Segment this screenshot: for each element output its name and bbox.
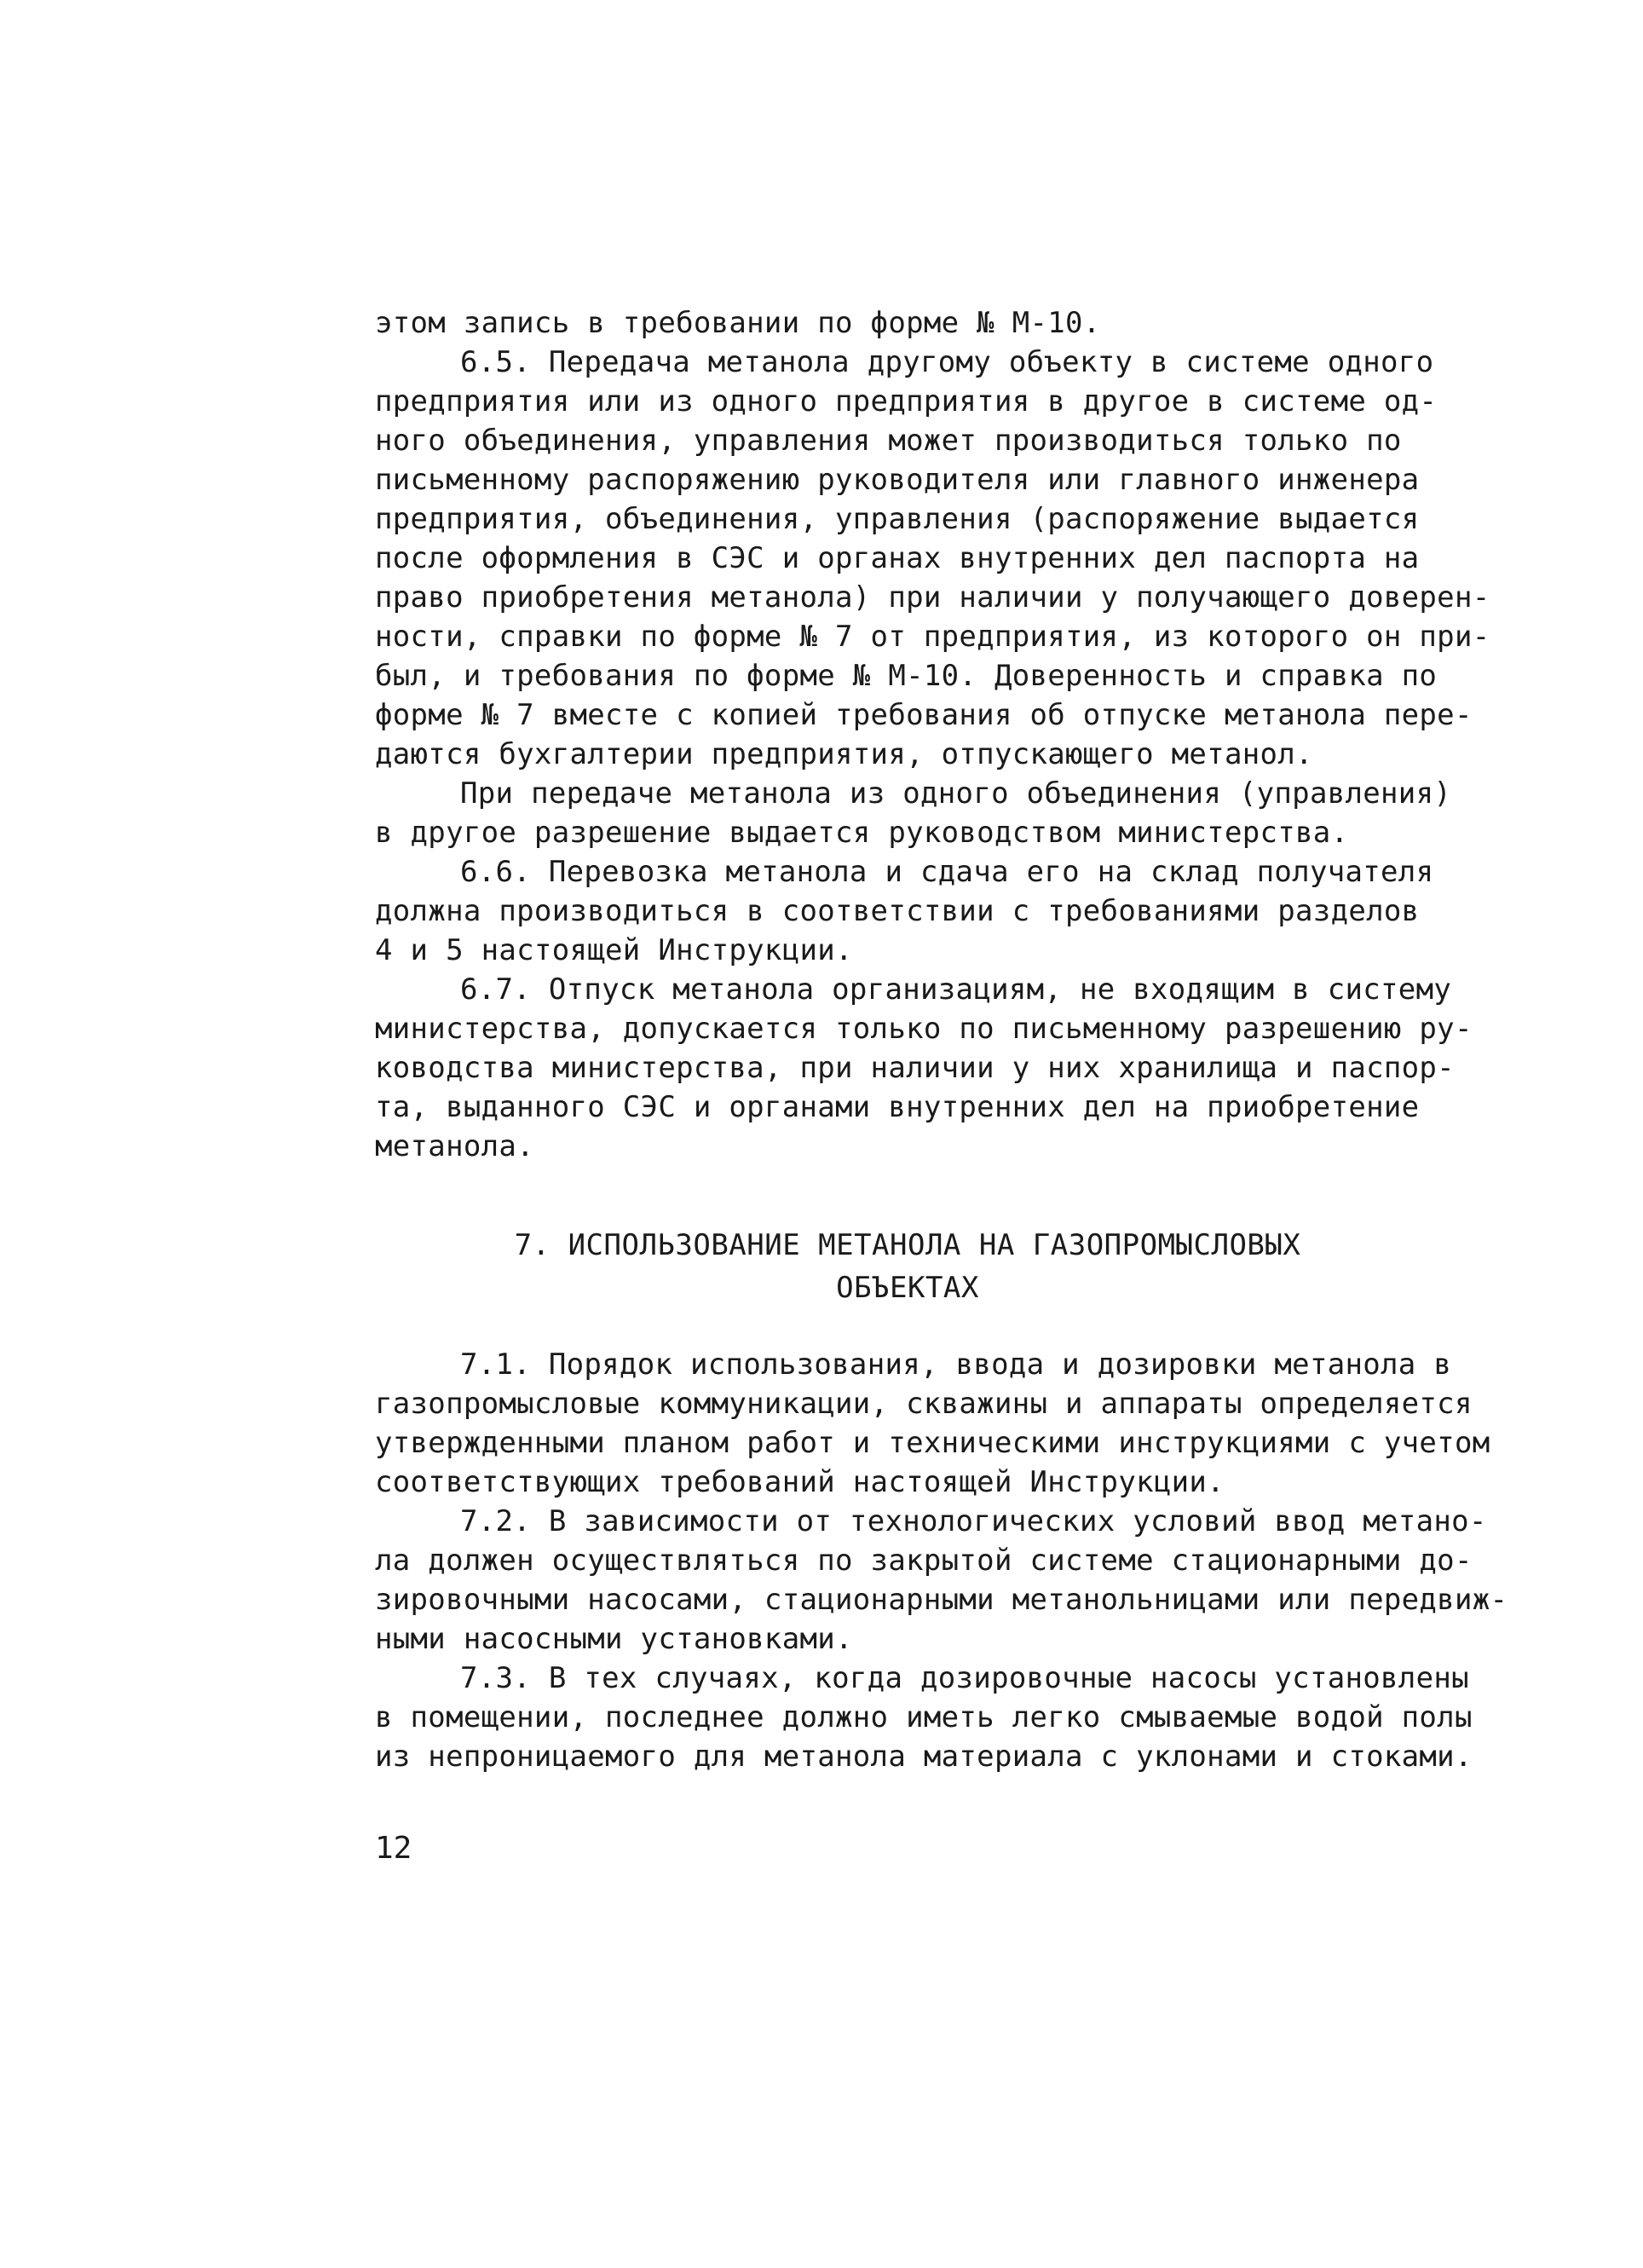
section-7-text [375, 1345, 1508, 1776]
text-line: та, выданного СЭС и органами внутренних дел на приобретение [375, 1090, 1420, 1124]
section-6-text [375, 303, 1490, 1166]
paragraph-7-2-start: 7.2. В зависимости от технологических условий ввод метано- [460, 1504, 1487, 1538]
text-line: ла должен осуществляться по закрытой системе стационарными до- [375, 1544, 1473, 1578]
section-7-heading-line-1: 7. ИСПОЛЬЗОВАНИЕ МЕТАНОЛА НА ГАЗОПРОМЫСЛОВЫХ [514, 1228, 1301, 1262]
text-line: соответствующих требований настоящей Инструкции. [375, 1465, 1225, 1499]
paragraph-7-1-start: 7.1. Порядок использования, ввода и дозировки метанола в [460, 1348, 1452, 1382]
text-line: ного объединения, управления может производиться только по [375, 424, 1402, 458]
text-line: утвержденными планом работ и техническими инструкциями с учетом [375, 1426, 1490, 1460]
text-line: 4 и 5 настоящей Инструкции. [375, 933, 853, 967]
text-line: право приобретения метанола) при наличии у получающего доверен- [375, 580, 1490, 615]
page-number: 12 [375, 1831, 412, 1866]
text-line: метанола. [375, 1129, 534, 1163]
text-line: даются бухгалтерии предприятия, отпускающего метанол. [375, 737, 1313, 771]
text-line: ности, справки по форме № 7 от предприятия, из которого он при- [375, 620, 1490, 654]
text-line: зировочными насосами, стационарными метанольницами или передвиж- [375, 1583, 1508, 1617]
text-line: форме № 7 вместе с копией требования об отпуске метанола пере- [375, 698, 1473, 732]
text-line: в другое разрешение выдается руководством министерства. [375, 816, 1349, 850]
text-line: этом запись в требовании по форме № М-10. [375, 306, 1101, 340]
text-line: из непроницаемого для метанола материала с уклонами и стоками. [375, 1740, 1473, 1774]
text-line: министерства, допускается только по письменному разрешению ру- [375, 1012, 1473, 1046]
paragraph-7-3-start: 7.3. В тех случаях, когда дозировочные насосы установлены [460, 1661, 1469, 1695]
paragraph-6-6-start: 6.6. Перевозка метанола и сдача его на склад получателя [460, 855, 1434, 889]
paragraph-6-7-start: 6.7. Отпуск метанола организациям, не входящим в систему [460, 972, 1452, 1007]
paragraph-transfer-start: При передаче метанола из одного объединения (управления) [460, 776, 1452, 811]
text-line: предприятия или из одного предприятия в другое в системе од- [375, 384, 1438, 418]
section-7-heading-line-2: ОБЪЕКТАХ [836, 1271, 979, 1305]
text-line: ными насосными установками. [375, 1622, 853, 1656]
text-line: в помещении, последнее должно иметь легко смываемые водой полы [375, 1700, 1473, 1734]
text-line: письменному распоряжению руководителя или главного инженера [375, 463, 1420, 497]
section-7-heading [375, 1224, 1440, 1309]
text-line: должна производиться в соответствии с требованиями разделов [375, 894, 1420, 928]
text-line: после оформления в СЭС и органах внутренних дел паспорта на [375, 541, 1420, 575]
paragraph-6-5-start: 6.5. Передача метанола другому объекту в системе одного [460, 345, 1434, 379]
text-line: предприятия, объединения, управления (распоряжение выдается [375, 502, 1420, 536]
text-line: газопромысловые коммуникации, скважины и аппараты определяется [375, 1387, 1473, 1421]
text-line: был, и требования по форме № М-10. Доверенность и справка по [375, 659, 1438, 693]
text-line: ководства министерства, при наличии у них хранилища и паспор- [375, 1051, 1455, 1085]
